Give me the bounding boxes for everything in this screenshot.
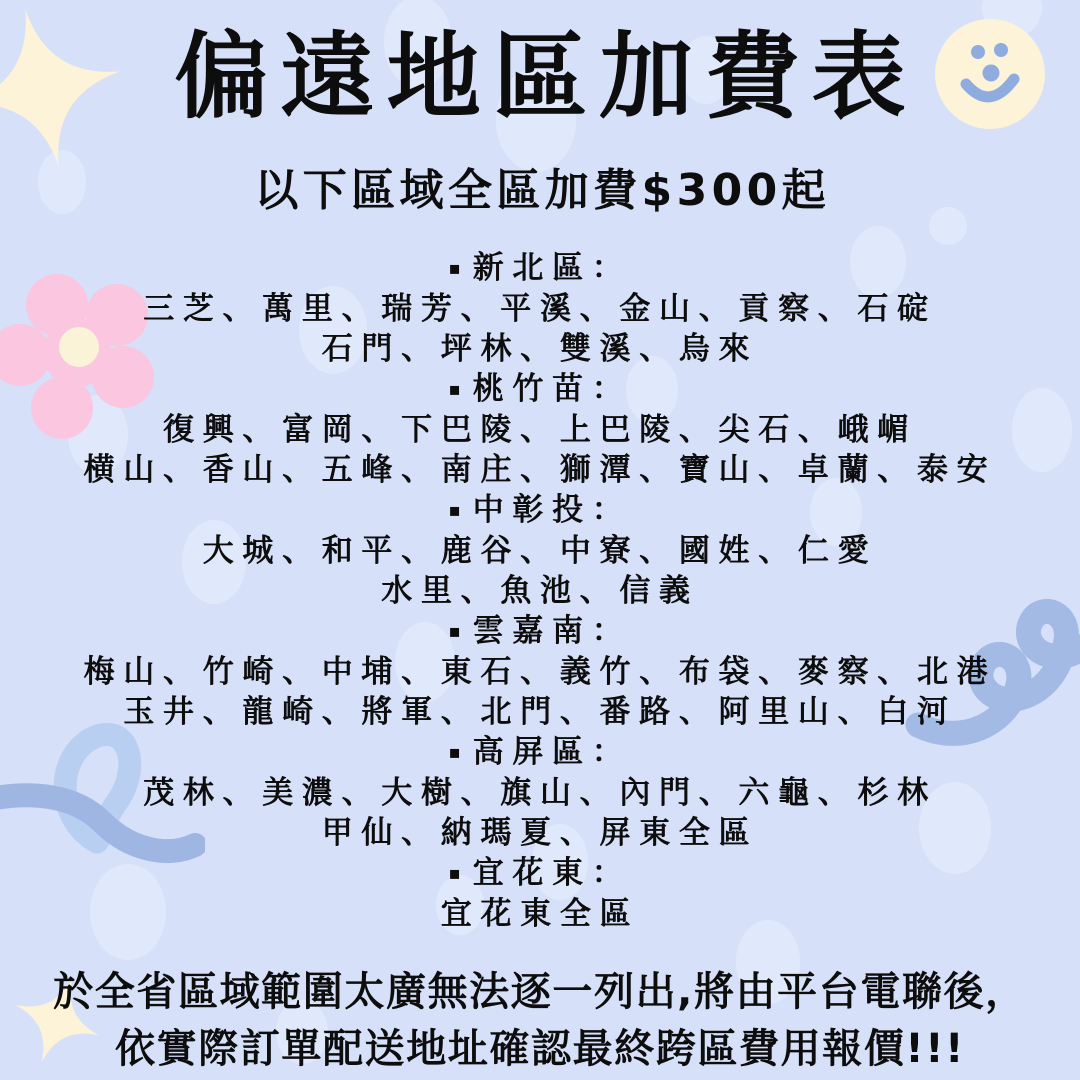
bullet-square-icon: ▪: [448, 379, 461, 401]
section-line: 甲仙、納瑪夏、屏東全區: [321, 815, 759, 852]
section-line: 復興、富岡、下巴陵、上巴陵、尖石、峨嵋: [163, 412, 917, 449]
section-line: 横山、香山、五峰、南庄、獅潭、寶山、卓蘭、泰安: [83, 452, 997, 489]
section-header-zhongzhangtou: [84, 490, 997, 531]
bullet-square-icon: ▪: [448, 258, 461, 280]
section-colon: ：: [591, 371, 632, 408]
section-title: 新北區: [472, 250, 592, 287]
footer-line-1: 於全省區域範圍太廣無法逐一列出,將由平台電聯後，: [53, 969, 1027, 1016]
section-line: 水里、魚池、信義: [381, 573, 699, 610]
section-colon: ：: [591, 734, 632, 771]
section-header-yunjianan: [84, 611, 997, 652]
page-title: 偏遠地區加費表: [174, 23, 918, 132]
bullet-square-icon: ▪: [448, 863, 461, 885]
section-line: 宜花東全區: [440, 896, 640, 933]
section-title: 中彰投: [472, 492, 592, 529]
bullet-square-icon: ▪: [448, 500, 461, 522]
section-line: 茂林、美濃、大樹、旗山、內門、六龜、杉林: [143, 775, 937, 812]
section-colon: ：: [591, 492, 632, 529]
section-line: 石門、坪林、雙溪、烏來: [321, 331, 759, 368]
section-colon: ：: [591, 250, 632, 287]
section-colon: ：: [591, 613, 632, 650]
bullet-square-icon: ▪: [448, 621, 461, 643]
section-line: 大城、和平、鹿谷、中寮、國姓、仁愛: [202, 533, 878, 570]
footer-note: [53, 964, 1027, 1078]
regions-list: [84, 248, 997, 934]
subtitle: 以下區域全區加費$300起: [254, 165, 831, 217]
section-title: 高屏區: [472, 734, 592, 771]
section-line: 三芝、萬里、瑞芳、平溪、金山、貢察、石碇: [143, 291, 937, 328]
section-title: 宜花東: [472, 855, 592, 892]
bullet-square-icon: ▪: [448, 742, 461, 764]
footer-line-2: 依實際訂單配送地址確認最終跨區費用報價!!!: [115, 1026, 965, 1073]
section-colon: ：: [591, 855, 632, 892]
section-title: 雲嘉南: [472, 613, 592, 650]
section-header-yihuadong: [84, 853, 997, 894]
section-line: 梅山、竹崎、中埔、東石、義竹、布袋、麥察、北港: [83, 654, 997, 691]
section-header-taozhumiao: [84, 369, 997, 410]
section-line: 玉井、龍崎、將軍、北門、番路、阿里山、白河: [123, 694, 957, 731]
section-title: 桃竹苗: [472, 371, 592, 408]
section-header-xinbei: [84, 248, 997, 289]
section-header-gaoping: [84, 732, 997, 773]
